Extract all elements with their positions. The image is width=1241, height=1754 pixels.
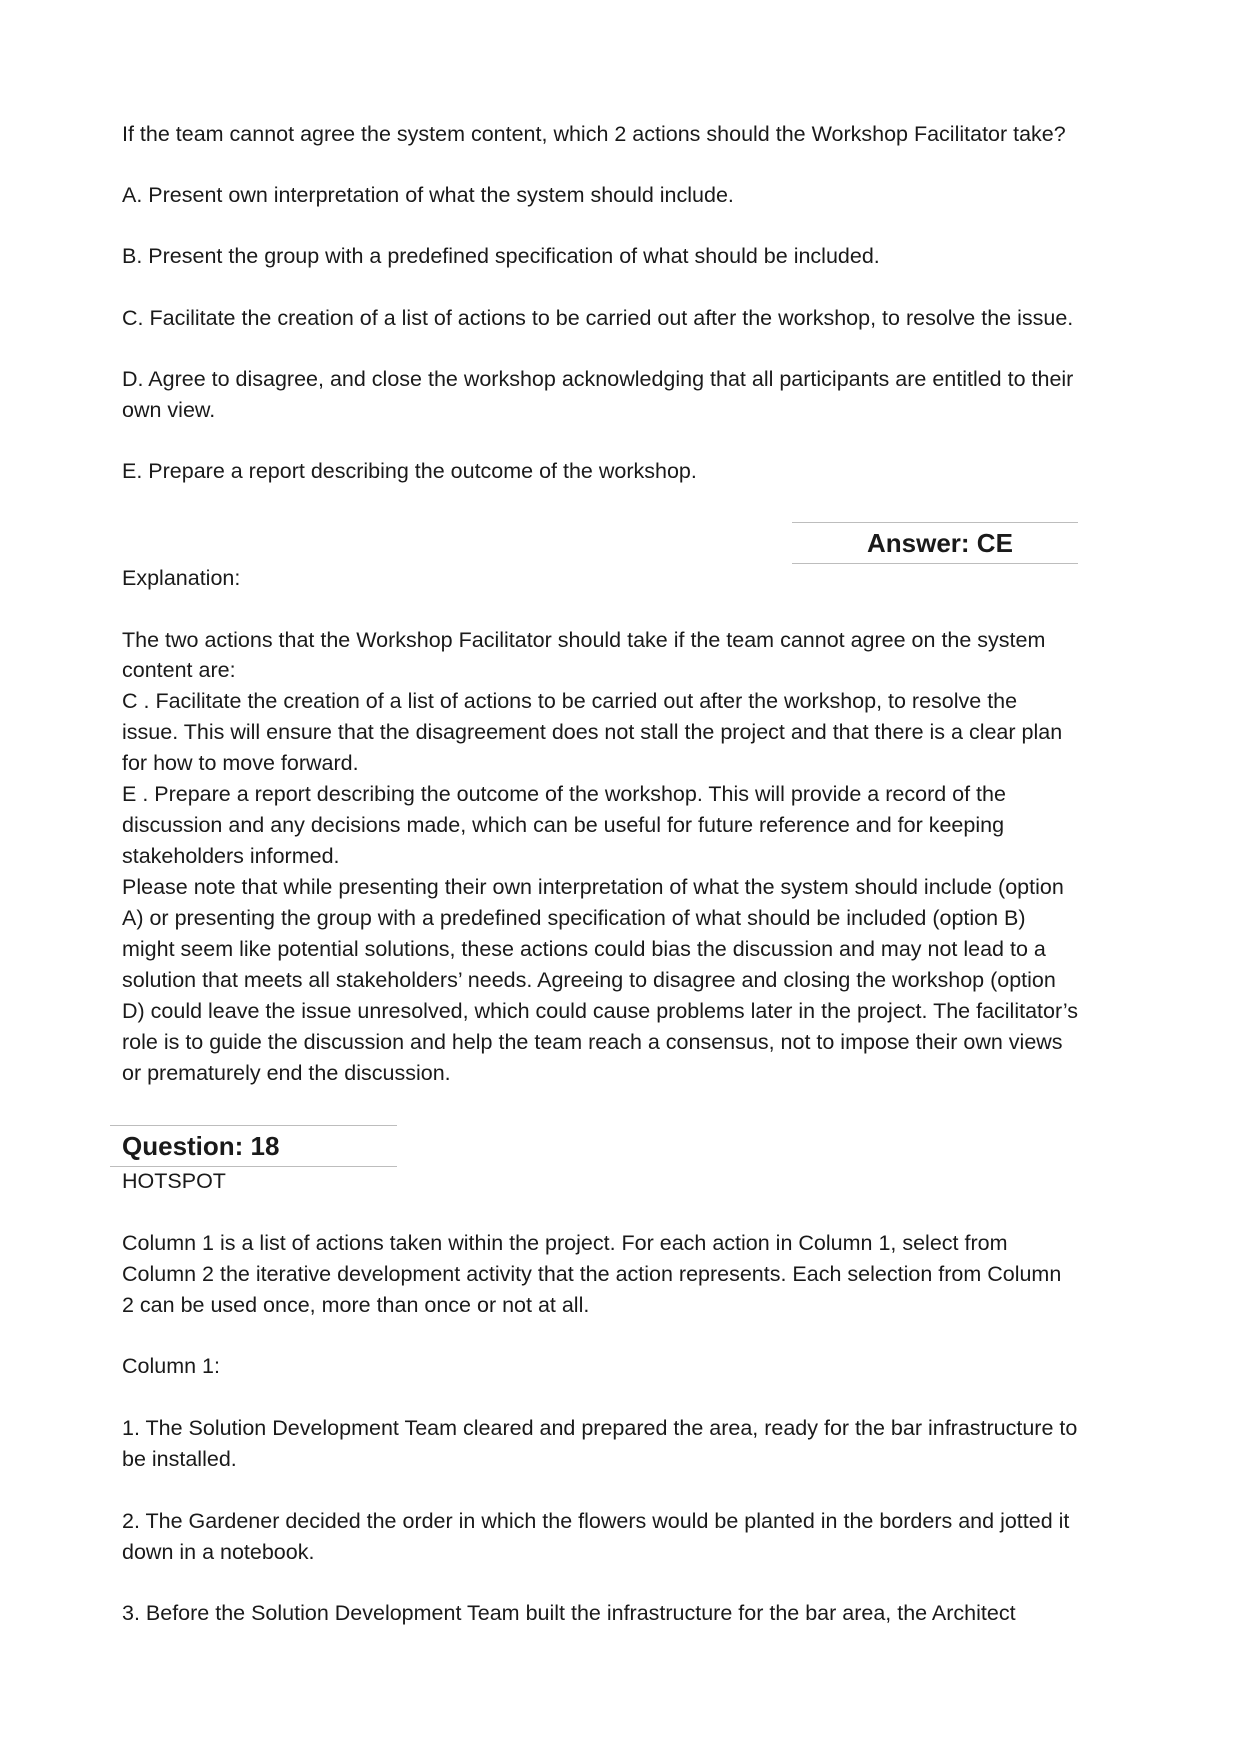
explanation-line: content are: (122, 658, 236, 682)
option-d-line-1: D. Agree to disagree, and close the workshop acknowledging that all participants are entitled to their (122, 367, 1074, 391)
option-a: A. Present own interpretation of what the system should include. (122, 183, 734, 207)
column-1-item-2-line-1: 2. The Gardener decided the order in which the flowers would be planted in the borders and jotted it (122, 1509, 1070, 1533)
explanation-line: C . Facilitate the creation of a list of actions to be carried out after the workshop, to resolve the (122, 689, 1018, 713)
option-d-line-2: own view. (122, 398, 216, 422)
explanation-line: role is to guide the discussion and help the team reach a consensus, not to impose their own views (122, 1030, 1063, 1054)
explanation-line: Please note that while presenting their own interpretation of what the system should include (option (122, 875, 1064, 899)
question-18-intro-line: Column 2 the iterative development activity that the action represents. Each selection from Column (122, 1262, 1062, 1286)
question-17-text: If the team cannot agree the system content, which 2 actions should the Workshop Facilitator take? (122, 122, 1066, 146)
question-heading: Question: 18 (122, 1131, 280, 1161)
column-1-item-3-line-1: 3. Before the Solution Development Team built the infrastructure for the bar area, the Architect (122, 1601, 1016, 1625)
explanation-line: issue. This will ensure that the disagreement does not stall the project and that there is a clear plan (122, 720, 1063, 744)
answer-label: Answer: CE (867, 528, 1013, 558)
explanation-line: D) could leave the issue unresolved, which could cause problems later in the project. The facilitator’s (122, 999, 1079, 1023)
explanation-line: for how to move forward. (122, 751, 359, 775)
column-1-label: Column 1: (122, 1354, 220, 1378)
option-c: C. Facilitate the creation of a list of actions to be carried out after the workshop, to resolve the issue. (122, 306, 1074, 330)
explanation-line: or prematurely end the discussion. (122, 1061, 451, 1085)
column-1-item-2-line-2: down in a notebook. (122, 1540, 315, 1564)
explanation-line: discussion and any decisions made, which can be useful for future reference and for keeping (122, 813, 1005, 837)
explanation-line: The two actions that the Workshop Facilitator should take if the team cannot agree on the system (122, 628, 1046, 652)
explanation-line: A) or presenting the group with a predefined specification of what should be included (option B) (122, 906, 1026, 930)
explanation-line: solution that meets all stakeholders’ needs. Agreeing to disagree and closing the workshop (option (122, 968, 1056, 992)
explanation-line: E . Prepare a report describing the outcome of the workshop. This will provide a record of the (122, 782, 1006, 806)
option-e: E. Prepare a report describing the outcome of the workshop. (122, 459, 697, 483)
question-18-intro-line: 2 can be used once, more than once or not at all. (122, 1293, 590, 1317)
question-type: HOTSPOT (122, 1169, 226, 1193)
answer-box (792, 522, 1078, 564)
question-18-intro-line: Column 1 is a list of actions taken within the project. For each action in Column 1, select from (122, 1231, 1008, 1255)
option-b: B. Present the group with a predefined specification of what should be included. (122, 244, 880, 268)
explanation-line: might seem like potential solutions, these actions could bias the discussion and may not lead to a (122, 937, 1046, 961)
question-heading-box (110, 1125, 397, 1167)
column-1-item-1-line-2: be installed. (122, 1447, 237, 1471)
column-1-item-1-line-1: 1. The Solution Development Team cleared and prepared the area, ready for the bar infrastructure to (122, 1416, 1078, 1440)
explanation-line: stakeholders informed. (122, 844, 340, 868)
explanation-label: Explanation: (122, 566, 241, 590)
